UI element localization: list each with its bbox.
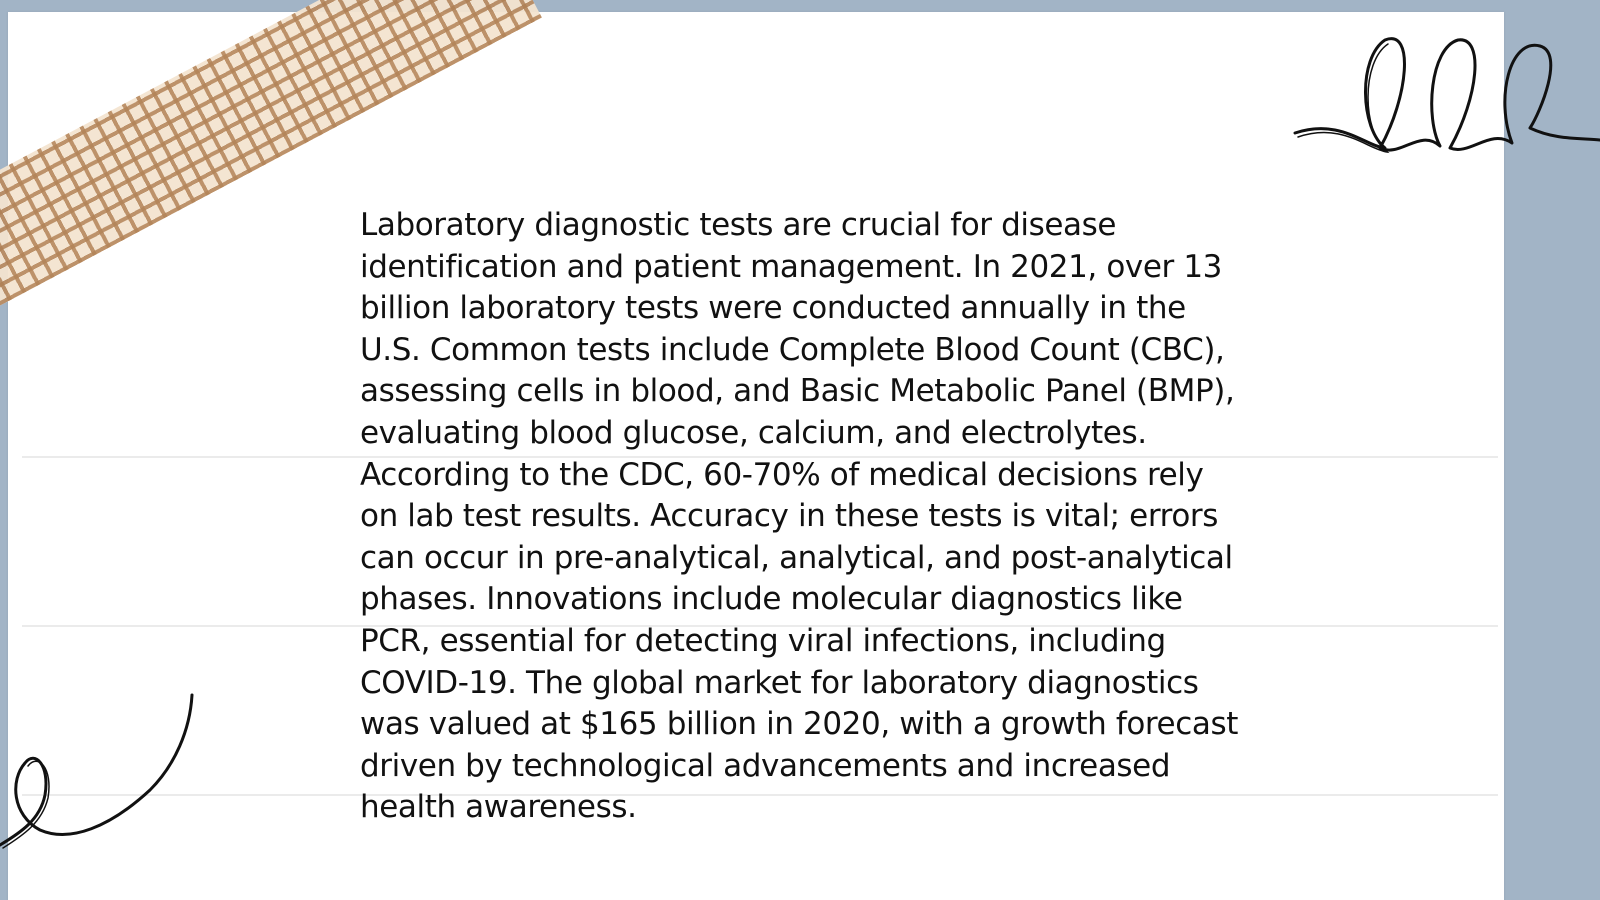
loop-scribble-icon [1290,28,1600,168]
body-paragraph: Laboratory diagnostic tests are crucial for disease identification and patient management. In 2021, over 13 billion laboratory tests were conducted annually in the U.S. Common tests include Complete Blood Count (CBC), assessing cells in blood, and Basic Metabolic Panel (BMP), evaluating blood glucose, calcium, and electrolytes. According to the CDC, 60-70% of medical decisions rely on lab test results. Accuracy in these tests is vital; errors can occur in pre-analytical, analytical, and post-analytical phases. Innovations include molecular diagnostics like PCR, essential for detecting viral infections, including COVID-19. The global market for laboratory diagnostics was valued at $165 billion in 2020, with a growth forecast driven by technological advancements and increased health awareness. [360,207,1238,826]
swirl-scribble-icon [0,695,200,855]
